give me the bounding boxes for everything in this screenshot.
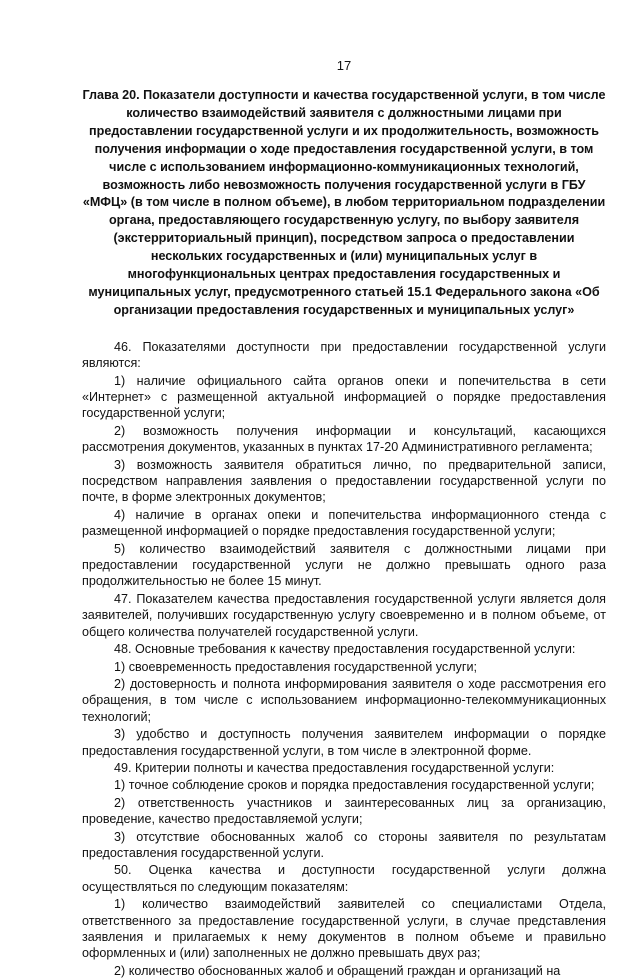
paragraph: 1) своевременность предоставления государственной услуги; — [114, 659, 477, 674]
paragraph: 4) наличие в органах опеки и попечительства информационного стенда с размещенной информацией о порядке предоставления государственной услуги; — [82, 507, 606, 539]
paragraph: 2) достоверность и полнота информирования заявителя о ходе рассмотрения его обращения, в том числе с использованием информационно-телекоммуникационных технологий; — [82, 676, 606, 724]
page-number: 17 — [336, 58, 352, 73]
paragraph: 2) ответственность участников и заинтересованных лиц за организацию, проведение, качество предоставляемой услуги; — [82, 795, 606, 827]
paragraph: 3) удобство и доступность получения заявителем информации о порядке предоставления государственной услуги, в том числе в электронной форме. — [82, 727, 606, 758]
paragraph: 5) количество взаимодействий заявителя с должностными лицами при предоставлении государственной услуги не должно превышать одного раза продолжительностью не более 15 минут. — [82, 541, 606, 589]
paragraph: 50. Оценка качества и доступности государственной услуги должна осуществляться по следующим показателям: — [82, 863, 606, 894]
paragraph: 49. Критерии полноты и качества предоставления государственной услуги: — [114, 760, 555, 775]
paragraph: 3) возможность заявителя обратиться лично, по предварительной записи, посредством направления заявления о предоставлении государственной услуги по почте, в форме электронных документов; — [82, 457, 606, 505]
paragraph: 48. Основные требования к качеству предоставления государственной услуги: — [114, 642, 576, 657]
paragraph: 3) отсутствие обоснованных жалоб со стороны заявителя по результатам предоставления государственной услуги. — [82, 829, 606, 860]
body-text — [82, 339, 606, 979]
paragraph: 1) точное соблюдение сроков и порядка предоставления государственной услуги; — [114, 778, 595, 793]
paragraph: 1) наличие официального сайта органов опеки и попечительства в сети «Интернет» с размещенной актуальной информацией о порядке предоставления государственной услуги; — [82, 373, 606, 421]
paragraph: 2) возможность получения информации и консультаций, касающихся рассмотрения документов, указанных в пунктах 17-20 Административного регламента; — [82, 423, 606, 455]
paragraph: 1) количество взаимодействий заявителей со специалистами Отдела, ответственного за предоставление государственной услуги, в случае представления заявления и прилагаемых к нему документов в полном объеме и правильно оформленных и (или) заполненных не должно превышать двух раз; — [82, 897, 606, 961]
paragraph: 46. Показателями доступности при предоставлении государственной услуги являются: — [82, 339, 606, 371]
paragraph: 2) количество обоснованных жалоб и обращений граждан и организаций на — [114, 963, 561, 978]
chapter-heading: Глава 20. Показатели доступности и качества государственной услуги, в том числе количество взаимодействий заявителя с должностными лицами при предоставлении государственной услуги и их продолжительность, возможность получения информации о ходе предоставления государственной услуги, в том числе с использованием информационно-коммуникационных технологий, возможность либо невозможность получения государственной услуги в ГБУ «МФЦ» (в том числе в полном объеме), в любом территориальном подразделении органа, предоставляющего государственную услугу, по выбору заявителя (экстерриториальный принцип), посредством запроса о предоставлении нескольких государственных и (или) муниципальных услуг в многофункциональных центрах предоставления государственных и муниципальных услуг, предусмотренного статьей 15.1 Федерального закона «Об организации предоставления государственных и муниципальных услуг» — [82, 88, 606, 317]
paragraph: 47. Показателем качества предоставления государственной услуги является доля заявителей, получивших государственную услугу своевременно и в полном объеме, от общего количества получателей государственной услуги. — [82, 591, 606, 639]
